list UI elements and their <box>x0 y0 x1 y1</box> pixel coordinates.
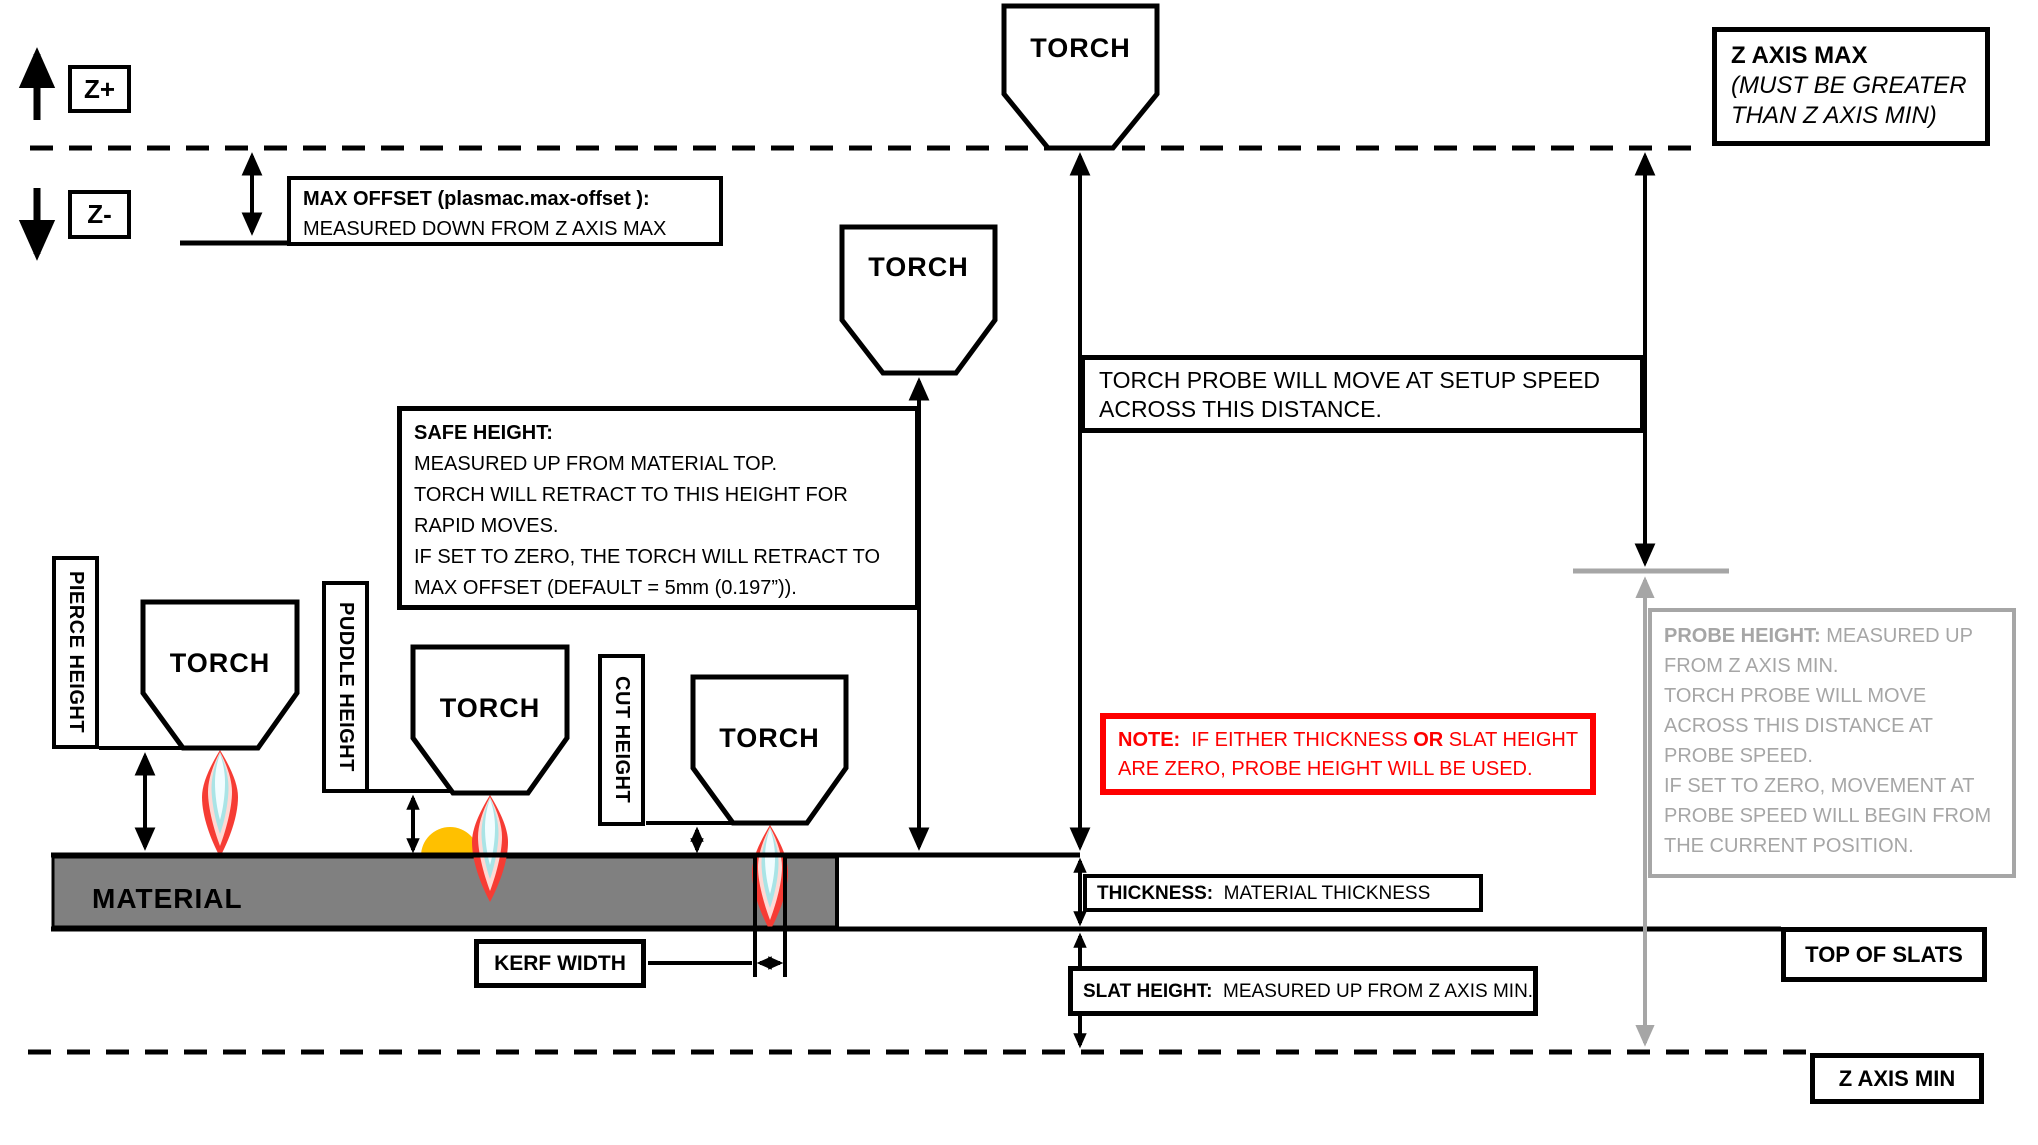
probe-height-l6: IF SET TO ZERO, MOVEMENT AT <box>1664 775 1975 797</box>
max-offset-line2: MEASURED DOWN FROM Z AXIS MAX <box>303 218 667 240</box>
probe-height-title: PROBE HEIGHT: <box>1664 625 1821 647</box>
torch-puddle-label: TORCH <box>439 693 541 723</box>
thickness-title: THICKNESS: <box>1097 883 1214 904</box>
max-offset-box <box>287 176 723 246</box>
z-plus-box: Z+ <box>68 65 131 113</box>
thickness-text: MATERIAL THICKNESS <box>1213 883 1431 904</box>
torch-pierce-label: TORCH <box>169 648 271 678</box>
torch-probe-line1: TORCH PROBE WILL MOVE AT SETUP SPEED <box>1099 367 1601 393</box>
probe-height-l4: ACROSS THIS DISTANCE AT <box>1664 715 1933 737</box>
torch-probe-line2: ACROSS THIS DISTANCE. <box>1099 396 1382 422</box>
z-axis-max-box <box>1712 27 1990 146</box>
probe-height-l3: TORCH PROBE WILL MOVE <box>1664 685 1927 707</box>
cut-height-box: CUT HEIGHT <box>598 654 645 826</box>
puddle-height-box: PUDDLE HEIGHT <box>322 581 369 793</box>
note-bold2: OR <box>1413 729 1444 751</box>
material-gap <box>839 858 1078 926</box>
torch-probe-box <box>1080 355 1645 433</box>
slat-height-title: SLAT HEIGHT: <box>1083 981 1213 1002</box>
safe-height-line4: RAPID MOVES. <box>414 515 559 537</box>
probe-height-l8: THE CURRENT POSITION. <box>1664 835 1914 857</box>
probe-height-l5: PROBE SPEED. <box>1664 745 1813 767</box>
max-offset-line1: MAX OFFSET (plasmac.max-offset ): <box>303 188 650 210</box>
z-axis-min-box: Z AXIS MIN <box>1810 1053 1984 1104</box>
material-label: MATERIAL <box>92 883 243 914</box>
thickness-box <box>1083 874 1483 912</box>
note-box <box>1100 713 1596 795</box>
z-minus-box: Z- <box>68 190 131 239</box>
safe-height-line2: MEASURED UP FROM MATERIAL TOP. <box>414 453 778 475</box>
note-line2: ARE ZERO, PROBE HEIGHT WILL BE USED. <box>1118 758 1533 780</box>
safe-height-box <box>397 406 920 610</box>
safe-height-title: SAFE HEIGHT: <box>414 422 553 444</box>
torch-top-label: TORCH <box>1030 33 1131 63</box>
note-seg2: SLAT HEIGHT <box>1443 729 1579 751</box>
z-axis-max-line2: (MUST BE GREATER <box>1731 72 1967 99</box>
kerf-width-box: KERF WIDTH <box>474 939 646 988</box>
slat-height-box <box>1068 966 1538 1016</box>
z-axis-max-title: Z AXIS MAX <box>1731 42 1868 69</box>
slat-height-text: MEASURED UP FROM Z AXIS MIN. <box>1212 981 1534 1002</box>
probe-height-l7: PROBE SPEED WILL BEGIN FROM <box>1664 805 1992 827</box>
top-of-slats-box: TOP OF SLATS <box>1781 927 1987 982</box>
probe-height-l1: MEASURED UP <box>1820 625 1973 647</box>
torch-cut-label: TORCH <box>719 723 820 753</box>
note-bold1: NOTE: <box>1118 729 1181 751</box>
safe-height-line5: IF SET TO ZERO, THE TORCH WILL RETRACT TO <box>414 546 881 568</box>
safe-height-line6: MAX OFFSET (DEFAULT = 5mm (0.197”)). <box>414 577 797 599</box>
probe-height-line1 <box>1664 621 2000 651</box>
safe-height-line3: TORCH WILL RETRACT TO THIS HEIGHT FOR <box>414 484 848 506</box>
torch-top-body <box>1004 6 1157 148</box>
note-line1 <box>1118 726 1578 755</box>
puddle-icon <box>421 827 479 856</box>
note-seg1: IF EITHER THICKNESS <box>1180 729 1414 751</box>
z-axis-max-line3: THAN Z AXIS MIN) <box>1731 102 1937 129</box>
flame-pierce-icon <box>202 750 238 857</box>
torch-safe-body <box>842 227 995 373</box>
probe-height-l2: FROM Z AXIS MIN. <box>1664 655 1839 677</box>
probe-height-box <box>1648 608 2016 878</box>
pierce-height-box: PIERCE HEIGHT <box>52 556 99 749</box>
torch-safe-label: TORCH <box>868 252 969 282</box>
